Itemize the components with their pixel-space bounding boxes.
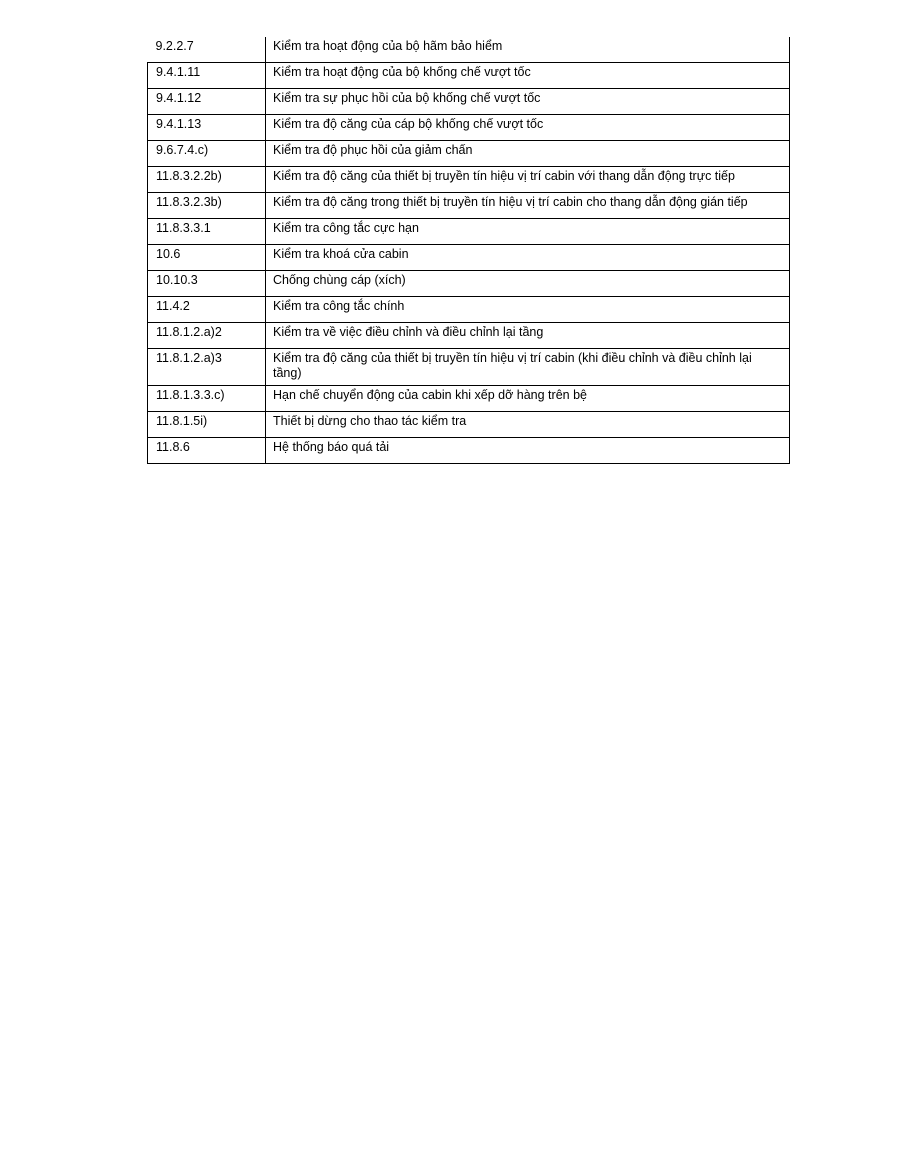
table-row xyxy=(148,63,790,89)
clause-description-cell: Kiểm tra công tắc cực hạn xyxy=(266,219,790,245)
clause-description-cell: Kiểm tra độ căng của thiết bị truyền tín hiệu vị trí cabin (khi điều chỉnh và điều chỉnh lại tầng) xyxy=(266,349,790,386)
table-row xyxy=(148,89,790,115)
clause-description-cell: Kiểm tra sự phục hồi của bộ khống chế vượt tốc xyxy=(266,89,790,115)
clause-description-cell: Kiểm tra về việc điều chỉnh và điều chỉnh lại tầng xyxy=(266,323,790,349)
clause-description-cell: Chống chùng cáp (xích) xyxy=(266,271,790,297)
clause-code-cell: 9.2.2.7 xyxy=(148,37,266,63)
clause-code-cell: 11.8.1.5i) xyxy=(148,412,266,438)
table-row xyxy=(148,193,790,219)
clause-description-cell: Kiểm tra độ phục hồi của giảm chấn xyxy=(266,141,790,167)
inspection-clause-table xyxy=(147,37,790,464)
table-row xyxy=(148,386,790,412)
clause-code-cell: 11.8.1.2.a)2 xyxy=(148,323,266,349)
clause-code-cell: 10.10.3 xyxy=(148,271,266,297)
table-row xyxy=(148,167,790,193)
clause-code-cell: 11.8.1.2.a)3 xyxy=(148,349,266,386)
clause-code-cell: 11.8.6 xyxy=(148,438,266,464)
clause-description-cell: Thiết bị dừng cho thao tác kiểm tra xyxy=(266,412,790,438)
table-row xyxy=(148,412,790,438)
table-row xyxy=(148,141,790,167)
table-row xyxy=(148,297,790,323)
clause-code-cell: 9.4.1.13 xyxy=(148,115,266,141)
clause-code-cell: 11.8.3.2.2b) xyxy=(148,167,266,193)
clause-code-cell: 11.8.3.3.1 xyxy=(148,219,266,245)
clause-description-cell: Kiểm tra công tắc chính xyxy=(266,297,790,323)
table-row xyxy=(148,245,790,271)
clause-description-cell: Kiểm tra độ căng trong thiết bị truyền tín hiệu vị trí cabin cho thang dẫn động gián tiếp xyxy=(266,193,790,219)
table-row xyxy=(148,438,790,464)
clause-description-cell: Kiểm tra hoạt động của bộ hãm bảo hiểm xyxy=(266,37,790,63)
clause-code-cell: 9.4.1.11 xyxy=(148,63,266,89)
clause-description-cell: Kiểm tra hoạt động của bộ khống chế vượt tốc xyxy=(266,63,790,89)
clause-code-cell: 9.6.7.4.c) xyxy=(148,141,266,167)
clause-description-cell: Kiểm tra độ căng của cáp bộ khống chế vượt tốc xyxy=(266,115,790,141)
clause-description-cell: Kiểm tra độ căng của thiết bị truyền tín hiệu vị trí cabin với thang dẫn động trực tiếp xyxy=(266,167,790,193)
clause-code-cell: 11.8.3.2.3b) xyxy=(148,193,266,219)
table-row xyxy=(148,37,790,63)
clause-description-cell: Hạn chế chuyển động của cabin khi xếp dỡ hàng trên bệ xyxy=(266,386,790,412)
clause-description-cell: Kiểm tra khoá cửa cabin xyxy=(266,245,790,271)
clause-code-cell: 10.6 xyxy=(148,245,266,271)
table-row xyxy=(148,271,790,297)
table-body xyxy=(148,37,790,464)
clause-description-cell: Hệ thống báo quá tải xyxy=(266,438,790,464)
table-row xyxy=(148,219,790,245)
table-row xyxy=(148,115,790,141)
table-row xyxy=(148,349,790,386)
clause-code-cell: 11.4.2 xyxy=(148,297,266,323)
clause-code-cell: 11.8.1.3.3.c) xyxy=(148,386,266,412)
table-row xyxy=(148,323,790,349)
clause-code-cell: 9.4.1.12 xyxy=(148,89,266,115)
